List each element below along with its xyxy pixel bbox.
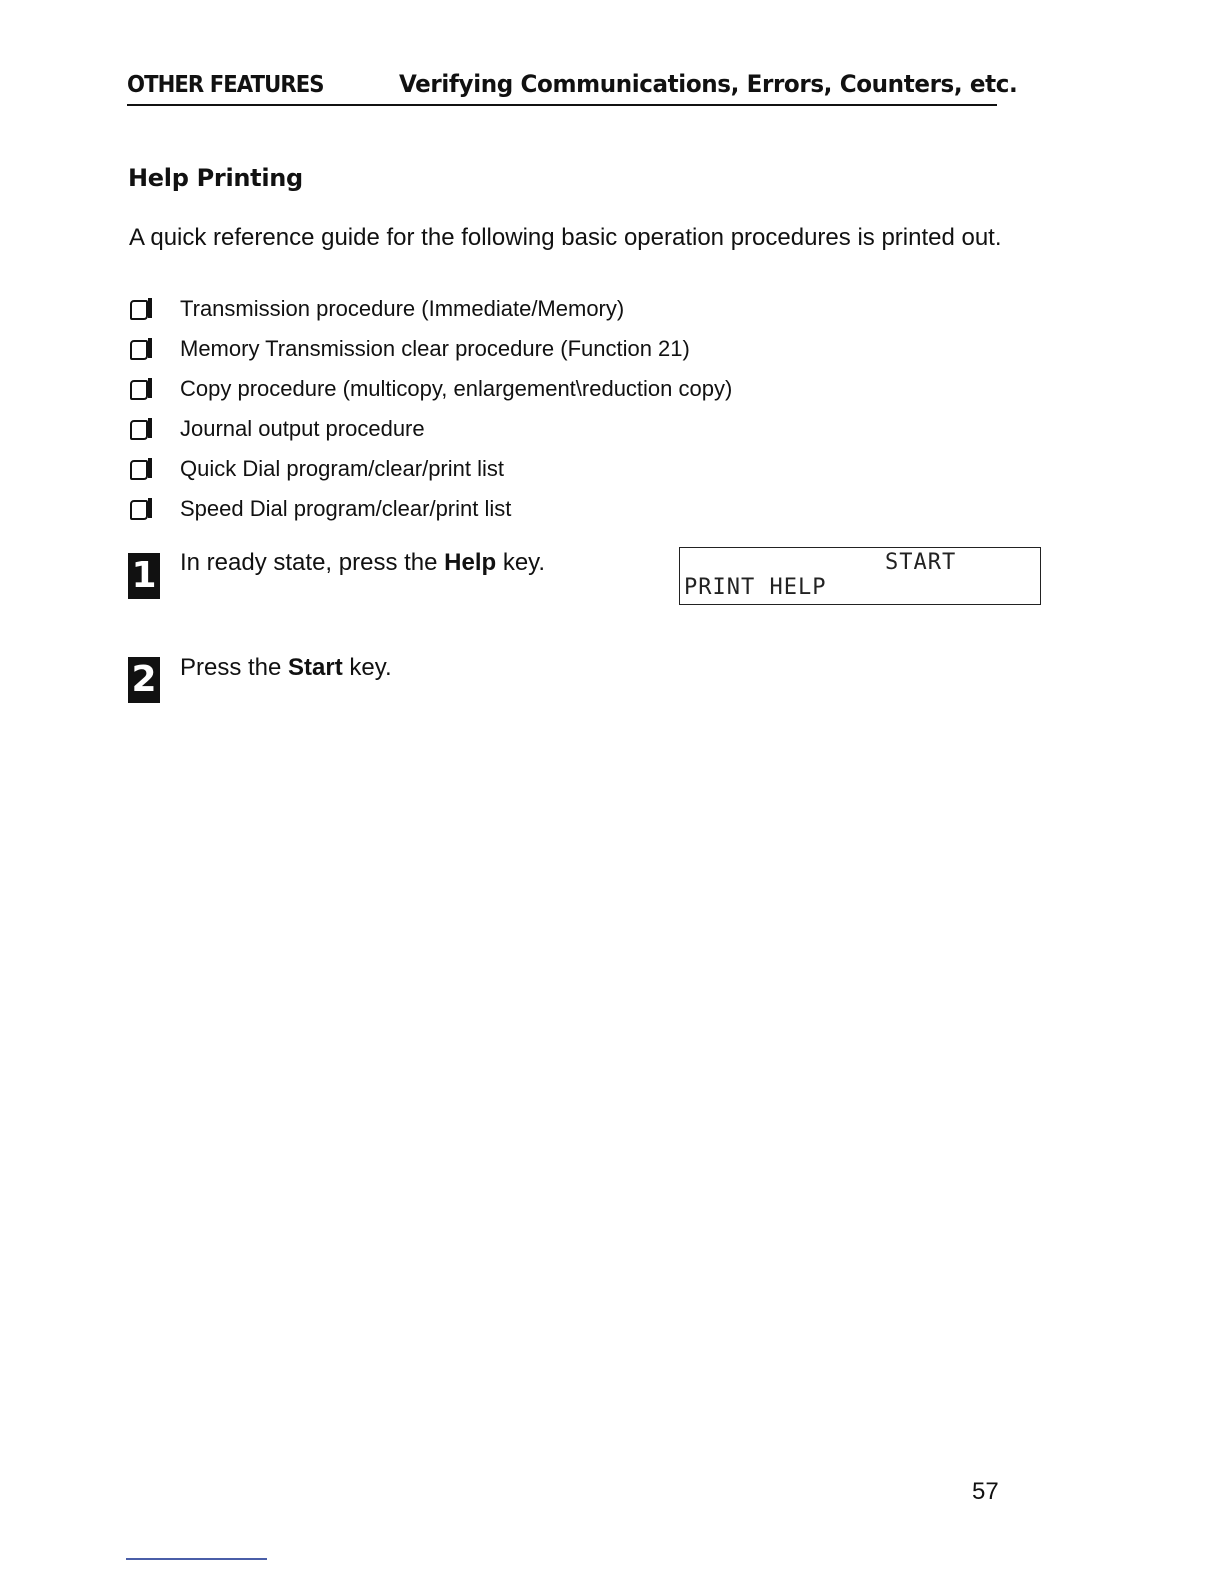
lcd-line-2: PRINT HELP	[684, 575, 827, 600]
checklist-item-text: Memory Transmission clear procedure (Function 21)	[180, 336, 690, 361]
step-2-text-pre: Press the	[180, 654, 289, 681]
start-key-label: Start	[288, 654, 343, 681]
step-2-text-post: key.	[342, 654, 392, 681]
intro-paragraph: A quick reference guide for the following basic operation procedures is printed out.	[129, 224, 1002, 251]
checkbox-icon	[130, 340, 148, 360]
checklist-item-text: Speed Dial program/clear/print list	[180, 496, 512, 521]
lcd-line-1: START	[885, 550, 957, 575]
footer-rule	[126, 1558, 267, 1560]
checkbox-icon	[130, 380, 148, 400]
checklist-item-text: Quick Dial program/clear/print list	[180, 456, 504, 481]
step-2-text	[180, 654, 392, 682]
header-section: OTHER FEATURES	[127, 72, 324, 98]
page-number: 57	[972, 1478, 999, 1505]
step-1-text-pre: In ready state, press the	[180, 549, 445, 576]
header-topic: Verifying Communications, Errors, Counters, etc.	[399, 70, 1018, 98]
section-title: Help Printing	[128, 164, 303, 192]
step-1-text	[180, 549, 545, 577]
checklist-item-text: Copy procedure (multicopy, enlargement\reduction copy)	[180, 376, 733, 401]
page-header	[127, 70, 1018, 106]
help-key-label: Help	[444, 549, 497, 576]
checklist-item-text: Transmission procedure (Immediate/Memory)	[180, 296, 625, 321]
step-1-text-post: key.	[496, 549, 546, 576]
checkbox-icon	[130, 420, 148, 440]
checkbox-icon	[130, 300, 148, 320]
checkbox-icon	[130, 460, 148, 480]
checkbox-icon	[130, 500, 148, 520]
step-1-badge: 1	[128, 553, 160, 599]
checklist-item-text: Journal output procedure	[180, 416, 425, 441]
step-2-badge: 2	[128, 657, 160, 703]
lcd-display	[679, 547, 1041, 605]
